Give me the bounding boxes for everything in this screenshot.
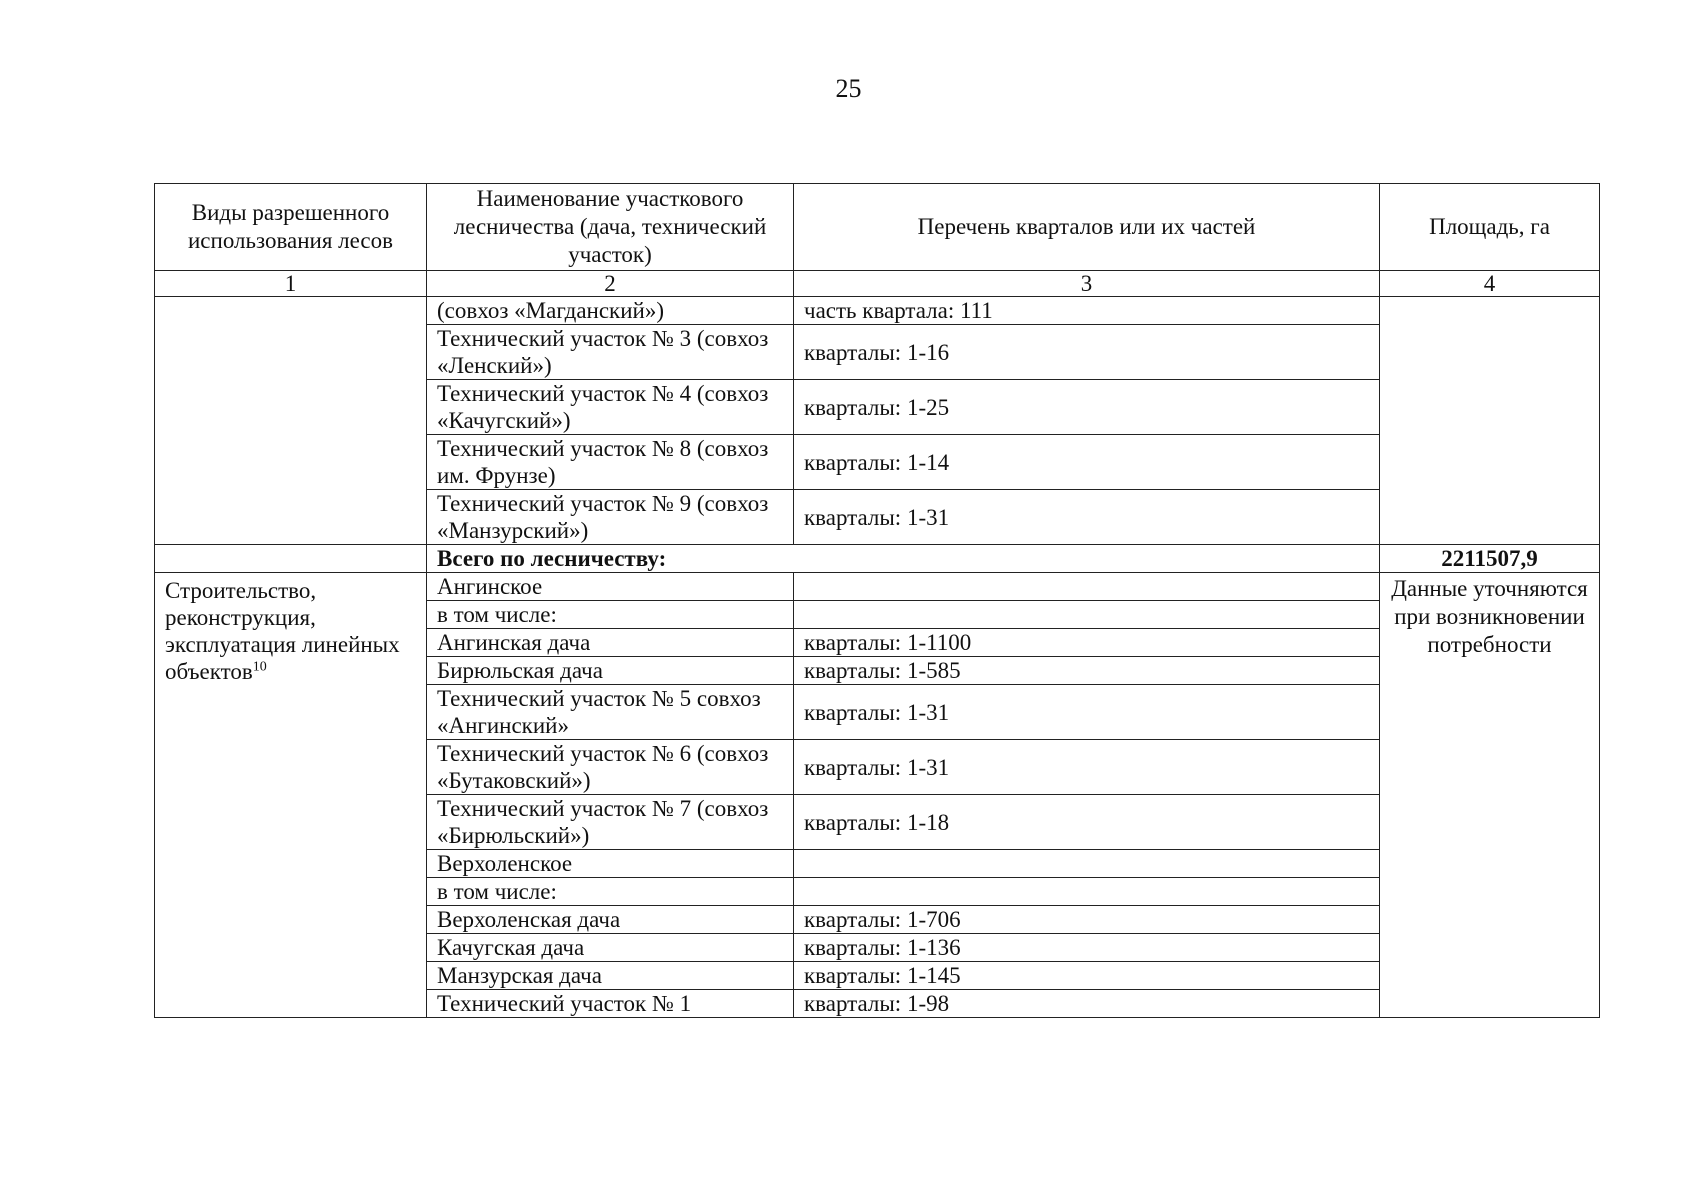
quarters: кварталы: 1-585 bbox=[794, 657, 1380, 685]
quarters: кварталы: 1-136 bbox=[794, 934, 1380, 962]
use-type-text: Строительство, реконструкция, эксплуатация линейных объектов bbox=[165, 578, 400, 684]
quarters: кварталы: 1-98 bbox=[794, 990, 1380, 1018]
column-number: 3 bbox=[794, 271, 1380, 297]
quarters: кварталы: 1-31 bbox=[794, 685, 1380, 740]
quarters: кварталы: 1-1100 bbox=[794, 629, 1380, 657]
page-number: 25 bbox=[835, 74, 862, 103]
forestry-name: Бирюльская дача bbox=[427, 657, 794, 685]
quarters bbox=[794, 601, 1380, 629]
header-quarters-list: Перечень кварталов или их частей bbox=[794, 184, 1380, 271]
quarters: кварталы: 1-16 bbox=[794, 325, 1380, 380]
forest-use-table bbox=[154, 183, 1600, 1018]
forestry-name: (совхоз «Магданский») bbox=[427, 297, 794, 325]
total-value: 2211507,9 bbox=[1380, 545, 1600, 573]
column-number: 2 bbox=[427, 271, 794, 297]
forestry-name: Технический участок № 6 (совхоз «Бутаковский») bbox=[427, 740, 794, 795]
forestry-name: Ангинское bbox=[427, 573, 794, 601]
forestry-name: Ангинская дача bbox=[427, 629, 794, 657]
header-use-type: Виды разрешенного использования лесов bbox=[155, 184, 427, 271]
quarters bbox=[794, 850, 1380, 878]
total-label: Всего по лесничеству: bbox=[427, 545, 1380, 573]
column-number: 1 bbox=[155, 271, 427, 297]
area-cell-empty bbox=[1380, 297, 1600, 545]
table-row bbox=[155, 573, 1600, 601]
header-forestry-name: Наименование участкового лесничества (дача, технический участок) bbox=[427, 184, 794, 271]
header-row bbox=[155, 184, 1600, 271]
column-number: 4 bbox=[1380, 271, 1600, 297]
forestry-name: Технический участок № 5 совхоз «Ангинский» bbox=[427, 685, 794, 740]
forestry-name: Манзурская дача bbox=[427, 962, 794, 990]
forestry-name: Верхоленское bbox=[427, 850, 794, 878]
forestry-name: Технический участок № 8 (совхоз им. Фрунзе) bbox=[427, 435, 794, 490]
footnote-marker: 10 bbox=[252, 659, 267, 675]
quarters: кварталы: 1-14 bbox=[794, 435, 1380, 490]
column-numbers-row bbox=[155, 271, 1600, 297]
quarters: кварталы: 1-145 bbox=[794, 962, 1380, 990]
forestry-name: Технический участок № 4 (совхоз «Качугский») bbox=[427, 380, 794, 435]
quarters bbox=[794, 878, 1380, 906]
forestry-name: в том числе: bbox=[427, 601, 794, 629]
quarters: кварталы: 1-706 bbox=[794, 906, 1380, 934]
quarters: кварталы: 1-31 bbox=[794, 490, 1380, 545]
forestry-name: Технический участок № 3 (совхоз «Ленский») bbox=[427, 325, 794, 380]
total-row bbox=[155, 545, 1600, 573]
forestry-name: Верхоленская дача bbox=[427, 906, 794, 934]
quarters: часть квартала: 111 bbox=[794, 297, 1380, 325]
quarters: кварталы: 1-31 bbox=[794, 740, 1380, 795]
header-area: Площадь, га bbox=[1380, 184, 1600, 271]
table-row bbox=[155, 297, 1600, 325]
forestry-name: в том числе: bbox=[427, 878, 794, 906]
forestry-name: Технический участок № 9 (совхоз «Манзурский») bbox=[427, 490, 794, 545]
use-type-cell bbox=[155, 573, 427, 1018]
quarters: кварталы: 1-25 bbox=[794, 380, 1380, 435]
forestry-name: Технический участок № 1 bbox=[427, 990, 794, 1018]
use-type-cell-empty bbox=[155, 297, 427, 545]
quarters: кварталы: 1-18 bbox=[794, 795, 1380, 850]
forestry-name: Технический участок № 7 (совхоз «Бирюльский») bbox=[427, 795, 794, 850]
use-type-cell-empty bbox=[155, 545, 427, 573]
forestry-name: Качугская дача bbox=[427, 934, 794, 962]
quarters bbox=[794, 573, 1380, 601]
area-note: Данные уточняются при возникновении потребности bbox=[1380, 573, 1600, 1018]
